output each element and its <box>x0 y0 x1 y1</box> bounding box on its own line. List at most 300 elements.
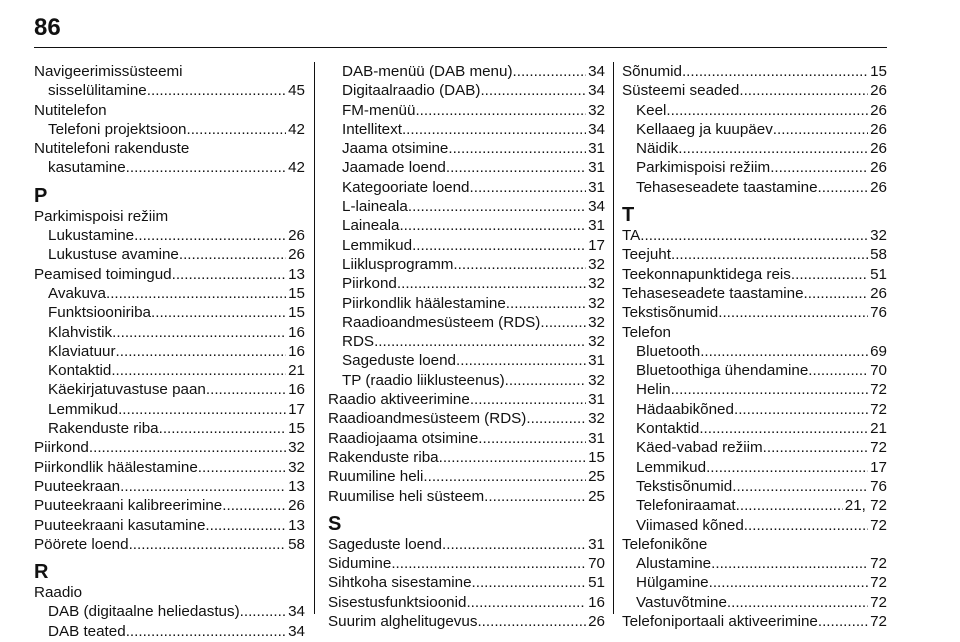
index-subentry <box>622 516 887 535</box>
entry-page-number: 31 <box>588 217 605 235</box>
entry-term: Lemmikud <box>342 236 413 254</box>
entry-term: Bluetooth <box>636 342 701 360</box>
entry-page-number: 15 <box>870 63 887 80</box>
dot-leader <box>151 303 286 322</box>
dot-leader <box>448 139 586 158</box>
entry-page-number: 15 <box>288 304 305 322</box>
dot-leader <box>442 535 586 554</box>
index-entry <box>34 516 305 535</box>
entry-term: Lemmikud <box>48 400 119 418</box>
entry-page-number: 26 <box>870 120 887 138</box>
entry-page-number: 26 <box>870 284 887 302</box>
index-subentry <box>622 496 887 515</box>
index-subentry <box>328 158 605 177</box>
entry-page-number: 72 <box>870 555 887 573</box>
entry-term: Viimased kõned <box>636 516 744 534</box>
entry-term: Intellitext <box>342 120 402 138</box>
entry-page-number: 15 <box>288 420 305 438</box>
entry-page-number: 32 <box>588 294 605 312</box>
entry-page-number: 17 <box>288 400 305 418</box>
dot-leader <box>415 101 586 120</box>
entry-term: Sageduste loend <box>328 535 443 553</box>
dot-leader <box>111 361 286 380</box>
entry-page-number: 31 <box>588 429 605 447</box>
entry-term: Avakuva <box>48 284 106 302</box>
entry-term: DAB-menüü (DAB menu) <box>342 63 513 80</box>
entry-term: Käed-vabad režiim <box>636 439 763 457</box>
entry-page-number: 31 <box>588 352 605 370</box>
index-subentry <box>622 438 887 457</box>
entry-page-number: 26 <box>288 227 305 245</box>
index-entry <box>328 448 605 467</box>
entry-page-number: 26 <box>870 159 887 177</box>
entry-page-number: 72 <box>870 593 887 611</box>
entry-term: Teejuht <box>622 246 671 264</box>
dot-leader <box>412 236 586 255</box>
dot-leader <box>399 216 586 235</box>
entry-page-number: 25 <box>588 487 605 505</box>
index-heading: Parkimispoisi režiim <box>34 207 169 225</box>
index-entry <box>622 284 887 303</box>
entry-term: Piirkondlik häälestamine <box>342 294 506 312</box>
entry-page-number: 21 <box>870 420 887 438</box>
entry-term: FM-menüü <box>342 101 416 119</box>
index-subentry <box>34 284 305 303</box>
entry-page-number: 15 <box>288 284 305 302</box>
index-entry <box>34 535 305 554</box>
entry-term: Raadiojaama otsimine <box>328 429 479 447</box>
index-subentry <box>328 101 605 120</box>
index-heading: Telefonikõne <box>622 535 708 553</box>
index-entry <box>622 265 887 284</box>
entry-term: Klaviatuur <box>48 342 116 360</box>
entry-term: Süsteemi seaded <box>622 82 740 100</box>
dot-leader <box>484 487 586 506</box>
index-heading: Raadio <box>34 584 83 602</box>
entry-term: TA <box>622 227 641 245</box>
dot-leader <box>186 120 286 139</box>
dot-leader <box>640 226 868 245</box>
index-subentry <box>328 120 605 139</box>
dot-leader <box>453 255 586 274</box>
entry-term: Sihtkoha sisestamine <box>328 574 472 592</box>
index-subentry <box>34 158 305 177</box>
dot-leader <box>699 419 868 438</box>
dot-leader <box>773 120 868 139</box>
index-subentry <box>328 139 605 158</box>
entry-term: Ruumiline heli <box>328 468 424 486</box>
entry-term: Kontaktid <box>636 420 700 438</box>
dot-leader <box>172 265 286 284</box>
entry-term: Kategooriate loend <box>342 178 470 196</box>
entry-term: Telefoniraamat <box>636 497 736 515</box>
entry-term: Kontaktid <box>48 362 112 380</box>
index-column-1 <box>34 62 305 641</box>
index-entry <box>328 535 605 554</box>
entry-term: Piirkond <box>34 439 89 457</box>
index-subentry <box>34 380 305 399</box>
entry-page-number: 21, 72 <box>844 497 887 515</box>
dot-leader <box>206 380 286 399</box>
index-subentry <box>622 593 887 612</box>
dot-leader <box>804 284 869 303</box>
index-subentry <box>34 226 305 245</box>
entry-term: Jaamade loend <box>342 159 446 177</box>
entry-page-number: 45 <box>288 82 305 100</box>
entry-term: Piirkondlik häälestamine <box>34 458 198 476</box>
entry-term: sisselülitamine <box>48 82 147 100</box>
index-subentry <box>328 62 605 81</box>
entry-page-number: 72 <box>870 574 887 592</box>
dot-leader <box>540 313 586 332</box>
entry-page-number: 32 <box>588 410 605 428</box>
dot-leader <box>147 81 286 100</box>
index-entry <box>34 496 305 515</box>
entry-term: Suurim alghelitugevus <box>328 613 478 631</box>
entry-term: Sisestusfunktsioonid <box>328 593 467 611</box>
column-divider <box>613 62 614 614</box>
index-subentry <box>622 419 887 438</box>
dot-leader <box>744 516 868 535</box>
entry-term: kasutamine <box>48 159 126 177</box>
entry-term: Telefoni projektsioon <box>48 120 187 138</box>
entry-term: Sidumine <box>328 555 392 573</box>
dot-leader <box>709 573 868 592</box>
entry-term: Kellaaeg ja kuupäev <box>636 120 773 138</box>
index-entry <box>328 573 605 592</box>
entry-page-number: 26 <box>870 101 887 119</box>
index-entry <box>622 62 887 81</box>
entry-term: Raadioandmesüsteem (RDS) <box>342 313 541 331</box>
entry-page-number: 26 <box>288 246 305 264</box>
entry-page-number: 32 <box>588 101 605 119</box>
entry-term: Klahvistik <box>48 323 113 341</box>
index-entry <box>328 612 605 631</box>
entry-page-number: 32 <box>288 439 305 457</box>
index-subentry <box>34 303 305 322</box>
entry-term: Puuteekraani kasutamine <box>34 516 206 534</box>
dot-leader <box>770 158 868 177</box>
entry-page-number: 34 <box>588 82 605 100</box>
entry-term: Tekstisõnumid <box>622 304 719 322</box>
index-entry <box>622 303 887 322</box>
index-entry <box>34 477 305 496</box>
entry-term: Rakenduste riba <box>48 420 159 438</box>
index-heading: Navigeerimissüsteemi <box>34 63 183 80</box>
entry-page-number: 13 <box>288 265 305 283</box>
entry-term: Tekstisõnumid <box>636 477 733 495</box>
dot-leader <box>480 81 586 100</box>
dot-leader <box>671 245 868 264</box>
entry-page-number: 34 <box>288 603 305 621</box>
entry-page-number: 26 <box>870 82 887 100</box>
dot-leader <box>397 274 586 293</box>
index-entry <box>328 554 605 573</box>
index-entry <box>34 458 305 477</box>
entry-term: Piirkond <box>342 275 397 293</box>
index-subentry <box>622 477 887 496</box>
entry-page-number: 72 <box>870 613 887 631</box>
index-subentry <box>622 178 887 197</box>
entry-term: Sageduste loend <box>342 352 457 370</box>
dot-leader <box>739 81 868 100</box>
entry-term: Raadioandmesüsteem (RDS) <box>328 410 527 428</box>
dot-leader <box>205 516 286 535</box>
entry-term: Ruumilise heli süsteem <box>328 487 485 505</box>
dot-leader <box>126 158 286 177</box>
entry-term: Funktsiooniriba <box>48 304 151 322</box>
entry-term: Hülgamine <box>636 574 709 592</box>
entry-page-number: 13 <box>288 516 305 534</box>
entry-page-number: 32 <box>288 458 305 476</box>
entry-term: Raadio aktiveerimine <box>328 391 470 409</box>
entry-page-number: 72 <box>870 439 887 457</box>
entry-page-number: 76 <box>870 304 887 322</box>
entry-page-number: 58 <box>288 535 305 553</box>
entry-page-number: 32 <box>588 371 605 389</box>
dot-leader <box>671 380 868 399</box>
entry-page-number: 26 <box>870 140 887 158</box>
dot-leader <box>732 477 868 496</box>
dot-leader <box>506 294 586 313</box>
entry-page-number: 25 <box>588 468 605 486</box>
dot-leader <box>439 448 586 467</box>
index-subentry <box>622 139 887 158</box>
index-entry <box>34 265 305 284</box>
dot-leader <box>505 371 586 390</box>
dot-leader <box>112 323 286 342</box>
entry-page-number: 70 <box>870 362 887 380</box>
dot-leader <box>763 438 868 457</box>
entry-term: DAB teated <box>48 622 126 640</box>
entry-term: Sõnumid <box>622 63 682 80</box>
entry-page-number: 32 <box>870 227 887 245</box>
index-subentry <box>622 361 887 380</box>
entry-page-number: 72 <box>870 400 887 418</box>
dot-leader <box>240 602 286 621</box>
index-subentry <box>328 216 605 235</box>
entry-page-number: 31 <box>588 140 605 158</box>
entry-term: Pöörete loend <box>34 535 129 553</box>
index-subentry <box>34 361 305 380</box>
dot-leader <box>120 477 286 496</box>
entry-term: Laineala <box>342 217 400 235</box>
entry-term: Tehaseseadete taastamine <box>622 284 804 302</box>
index-subentry <box>328 274 605 293</box>
dot-leader <box>446 158 586 177</box>
entry-term: Peamised toimingud <box>34 265 172 283</box>
entry-term: Puuteekraani kalibreerimine <box>34 497 223 515</box>
dot-leader <box>222 496 286 515</box>
dot-leader <box>700 342 868 361</box>
index-entry <box>622 245 887 264</box>
entry-page-number: 70 <box>588 555 605 573</box>
index-subentry <box>622 120 887 139</box>
index-entry <box>328 429 605 448</box>
dot-leader <box>736 496 843 515</box>
dot-leader <box>470 178 587 197</box>
entry-term: Rakenduste riba <box>328 448 439 466</box>
entry-page-number: 51 <box>588 574 605 592</box>
entry-term: Lukustamine <box>48 227 135 245</box>
dot-leader <box>818 178 869 197</box>
index-entry <box>328 593 605 612</box>
entry-page-number: 26 <box>288 497 305 515</box>
dot-leader <box>477 612 586 631</box>
dot-leader <box>116 342 287 361</box>
entry-page-number: 32 <box>588 255 605 273</box>
index-subentry <box>622 573 887 592</box>
index-subentry <box>622 342 887 361</box>
entry-term: Digitaalraadio (DAB) <box>342 82 481 100</box>
entry-term: Liiklusprogramm <box>342 255 454 273</box>
entry-term: L-laineala <box>342 198 408 216</box>
index-heading: Telefon <box>622 323 671 341</box>
index-subentry <box>622 101 887 120</box>
entry-page-number: 17 <box>588 236 605 254</box>
entry-page-number: 34 <box>588 198 605 216</box>
entry-term: Puuteekraan <box>34 477 121 495</box>
entry-page-number: 76 <box>870 477 887 495</box>
dot-leader <box>89 438 286 457</box>
dot-leader <box>513 62 587 81</box>
dot-leader <box>711 554 868 573</box>
dot-leader <box>402 120 586 139</box>
index-subentry <box>34 622 305 641</box>
column-divider <box>314 62 315 614</box>
entry-page-number: 34 <box>288 622 305 640</box>
entry-term: Bluetoothiga ühendamine <box>636 362 809 380</box>
entry-page-number: 26 <box>870 178 887 196</box>
dot-leader <box>706 458 868 477</box>
dot-leader <box>470 390 586 409</box>
index-subentry <box>34 323 305 342</box>
entry-term: Käekirjatuvastuse paan <box>48 381 206 399</box>
entry-page-number: 16 <box>288 381 305 399</box>
dot-leader <box>678 139 868 158</box>
entry-term: Lukustuse avamine <box>48 246 179 264</box>
entry-term: DAB (digitaalne heliedastus) <box>48 603 240 621</box>
dot-leader <box>159 419 286 438</box>
index-entry <box>328 487 605 506</box>
entry-page-number: 21 <box>288 362 305 380</box>
entry-term: Lemmikud <box>636 458 707 476</box>
dot-leader <box>526 409 586 428</box>
entry-page-number: 72 <box>870 381 887 399</box>
entry-term: Tehaseseadete taastamine <box>636 178 818 196</box>
index-subentry <box>34 342 305 361</box>
dot-leader <box>666 101 868 120</box>
dot-leader <box>818 612 868 631</box>
entry-page-number: 16 <box>288 342 305 360</box>
index-entry <box>622 226 887 245</box>
dot-leader <box>718 303 868 322</box>
entry-page-number: 32 <box>588 333 605 351</box>
dot-leader <box>808 361 868 380</box>
entry-page-number: 26 <box>588 613 605 631</box>
section-letter: R <box>34 561 49 584</box>
dot-leader <box>106 284 286 303</box>
dot-leader <box>408 197 586 216</box>
entry-term: Jaama otsimine <box>342 140 449 158</box>
entry-page-number: 42 <box>288 159 305 177</box>
entry-page-number: 31 <box>588 535 605 553</box>
dot-leader <box>466 593 586 612</box>
entry-page-number: 31 <box>588 178 605 196</box>
section-letter: S <box>328 512 342 535</box>
index-subentry <box>328 81 605 100</box>
entry-term: Telefoniportaali aktiveerimine <box>622 613 818 631</box>
entry-page-number: 17 <box>870 458 887 476</box>
entry-page-number: 31 <box>588 159 605 177</box>
entry-term: Alustamine <box>636 555 712 573</box>
index-subentry <box>34 602 305 621</box>
entry-page-number: 34 <box>588 63 605 80</box>
dot-leader <box>129 535 287 554</box>
dot-leader <box>126 622 286 641</box>
entry-term: Parkimispoisi režiim <box>636 159 771 177</box>
dot-leader <box>478 429 586 448</box>
entry-term: TP (raadio liiklusteenus) <box>342 371 505 389</box>
index-entry <box>328 409 605 428</box>
index-subentry <box>328 236 605 255</box>
index-subentry <box>328 371 605 390</box>
dot-leader <box>734 400 868 419</box>
entry-page-number: 72 <box>870 516 887 534</box>
index-subentry <box>34 120 305 139</box>
index-subentry <box>34 245 305 264</box>
dot-leader <box>682 62 868 81</box>
index-subentry <box>622 158 887 177</box>
entry-page-number: 13 <box>288 477 305 495</box>
index-entry <box>34 438 305 457</box>
index-subentry <box>328 197 605 216</box>
index-subentry <box>34 419 305 438</box>
dot-leader <box>472 573 587 592</box>
entry-page-number: 34 <box>588 120 605 138</box>
section-letter: T <box>622 204 635 227</box>
index-subentry <box>328 351 605 370</box>
index-subentry <box>622 380 887 399</box>
index-subentry <box>622 554 887 573</box>
dot-leader <box>374 332 586 351</box>
dot-leader <box>727 593 868 612</box>
dot-leader <box>456 351 586 370</box>
index-heading: Nutitelefoni rakenduste <box>34 140 190 158</box>
index-entry <box>328 467 605 486</box>
entry-term: RDS <box>342 333 375 351</box>
entry-page-number: 15 <box>588 448 605 466</box>
index-entry <box>622 81 887 100</box>
index-subentry <box>328 332 605 351</box>
index-subentry <box>328 294 605 313</box>
dot-leader <box>423 467 586 486</box>
index-subentry <box>328 313 605 332</box>
section-letter: P <box>34 184 48 207</box>
entry-term: Helin <box>636 381 671 399</box>
dot-leader <box>118 400 286 419</box>
dot-leader <box>198 458 286 477</box>
entry-page-number: 42 <box>288 120 305 138</box>
index-subentry <box>328 178 605 197</box>
index-subentry <box>622 400 887 419</box>
index-column-3 <box>622 62 887 631</box>
index-entry <box>328 390 605 409</box>
entry-term: Keel <box>636 101 667 119</box>
dot-leader <box>791 265 868 284</box>
entry-page-number: 32 <box>588 313 605 331</box>
entry-term: Teekonnapunktidega reis <box>622 265 791 283</box>
